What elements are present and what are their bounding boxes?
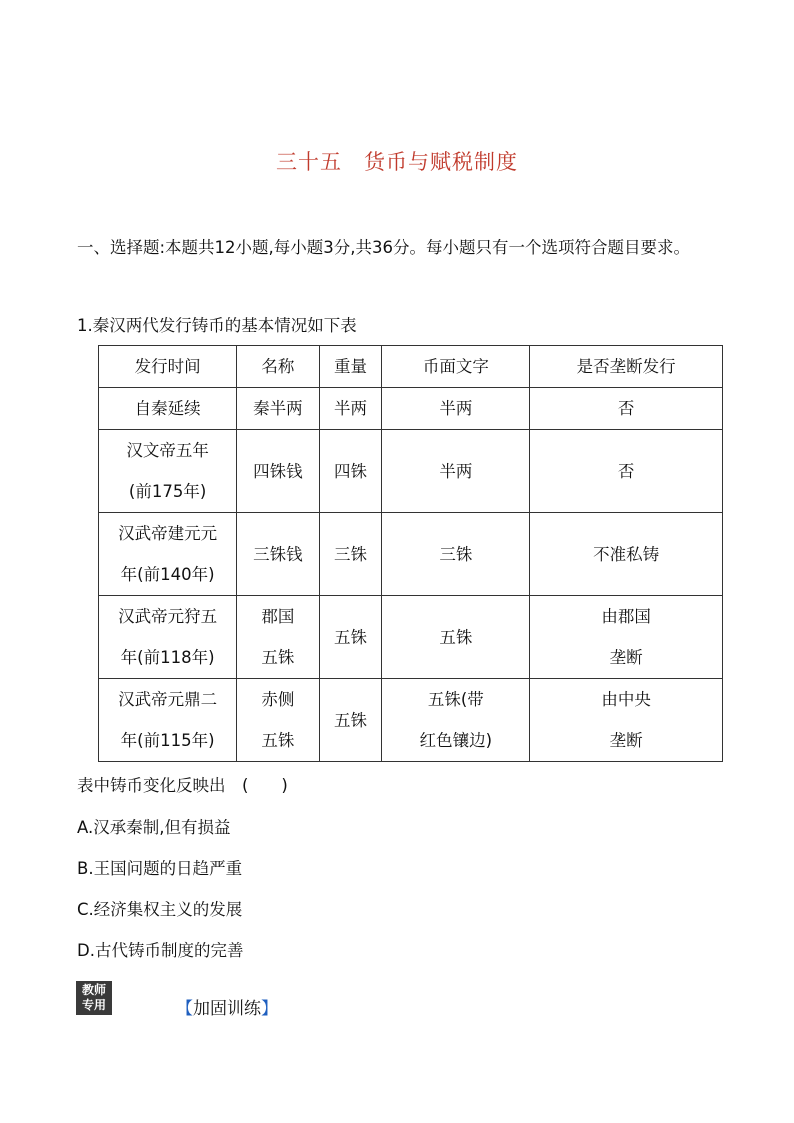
cell-issue-time (99, 596, 237, 679)
question-stem: 1.秦汉两代发行铸币的基本情况如下表 (77, 316, 357, 335)
cell-coin-text (382, 388, 530, 430)
cell-issue-time-line: 年(前115年) (120, 731, 215, 750)
cell-weight-line: 四铢 (333, 461, 367, 481)
cell-weight-line: 五铢 (333, 627, 367, 647)
cell-name-line: 郡国 (261, 607, 295, 626)
header-issue-time: 发行时间 (99, 346, 237, 388)
cell-monopoly (530, 388, 723, 430)
cell-name-line: 三铢钱 (253, 544, 303, 564)
cell-name (237, 679, 319, 762)
cell-weight (319, 596, 382, 679)
cell-issue-time-line: 汉武帝元鼎二 (118, 690, 218, 709)
cell-monopoly-line: 否 (617, 461, 635, 481)
cell-issue-time-line: 汉武帝元狩五 (118, 607, 218, 626)
cell-monopoly-line: 垄断 (609, 731, 643, 750)
table-row (99, 388, 723, 430)
cell-coin-text (382, 596, 530, 679)
cell-weight (319, 430, 382, 513)
cell-weight (319, 679, 382, 762)
cell-name-line: 五铢 (261, 731, 295, 750)
option-d: D.古代铸币制度的完善 (77, 941, 244, 960)
cell-name (237, 513, 319, 596)
coin-table (98, 345, 723, 762)
cell-weight-line: 三铢 (333, 544, 367, 564)
cell-weight-line: 五铢 (333, 710, 367, 730)
cell-coin-text-line: 红色镶边) (419, 731, 493, 750)
cell-issue-time-line: 汉文帝五年 (126, 441, 209, 460)
cell-issue-time-line: (前175年) (128, 482, 207, 501)
cell-coin-text-line: 半两 (439, 399, 473, 418)
header-weight: 重量 (319, 346, 382, 388)
cell-issue-time-line: 汉武帝建元元 (118, 524, 218, 543)
cell-issue-time (99, 513, 237, 596)
table-header-row (99, 346, 723, 388)
bracket-close: 】 (261, 999, 278, 1019)
cell-name (237, 388, 319, 430)
cell-monopoly-line: 否 (617, 399, 635, 418)
cell-monopoly-line: 由郡国 (601, 607, 651, 626)
option-a: A.汉承秦制,但有损益 (77, 818, 231, 837)
page-title: 三十五 货币与赋税制度 (276, 150, 518, 174)
header-coin-text: 币面文字 (382, 346, 530, 388)
cell-issue-time (99, 430, 237, 513)
header-name: 名称 (237, 346, 319, 388)
cell-monopoly-line: 不准私铸 (593, 544, 660, 564)
cell-weight-line: 半两 (333, 399, 367, 418)
section-instructions: 一、选择题:本题共12小题,每小题3分,共36分。每小题只有一个选项符合题目要求。 (77, 238, 691, 257)
cell-coin-text (382, 513, 530, 596)
cell-monopoly-line: 垄断 (609, 648, 643, 667)
option-c: C.经济集权主义的发展 (77, 900, 243, 919)
cell-weight (319, 513, 382, 596)
table-row (99, 679, 723, 762)
cell-monopoly-line: 由中央 (601, 690, 651, 709)
cell-coin-text (382, 430, 530, 513)
cell-coin-text-line: 五铢 (439, 627, 473, 647)
teacher-only-badge (76, 981, 112, 1015)
option-b: B.王国问题的日趋严重 (77, 859, 243, 878)
cell-monopoly (530, 596, 723, 679)
header-monopoly: 是否垄断发行 (530, 346, 723, 388)
cell-monopoly (530, 513, 723, 596)
reinforce-training-heading (176, 995, 278, 1023)
table-row (99, 430, 723, 513)
table-body (99, 388, 723, 762)
cell-issue-time (99, 388, 237, 430)
cell-issue-time-line: 自秦延续 (134, 399, 201, 418)
table-row (99, 513, 723, 596)
table-row (99, 596, 723, 679)
cell-name (237, 430, 319, 513)
badge-line-1: 教师 (81, 983, 106, 997)
cell-monopoly (530, 430, 723, 513)
reinforce-label: 加固训练 (193, 999, 261, 1019)
cell-name-line: 秦半两 (253, 399, 303, 418)
badge-line-2: 专用 (81, 998, 106, 1012)
cell-name-line: 四铢钱 (253, 461, 303, 481)
cell-monopoly (530, 679, 723, 762)
cell-weight (319, 388, 382, 430)
cell-coin-text-line: 五铢(带 (427, 690, 484, 709)
question-ask: 表中铸币变化反映出 ( ) (77, 776, 288, 795)
cell-issue-time (99, 679, 237, 762)
cell-name (237, 596, 319, 679)
cell-name-line: 五铢 (261, 648, 295, 667)
bracket-open: 【 (176, 999, 193, 1019)
cell-issue-time-line: 年(前140年) (120, 565, 215, 584)
cell-coin-text-line: 三铢 (439, 544, 473, 564)
cell-coin-text-line: 半两 (439, 461, 473, 481)
cell-issue-time-line: 年(前118年) (120, 648, 215, 667)
cell-coin-text (382, 679, 530, 762)
cell-name-line: 赤侧 (261, 690, 295, 709)
